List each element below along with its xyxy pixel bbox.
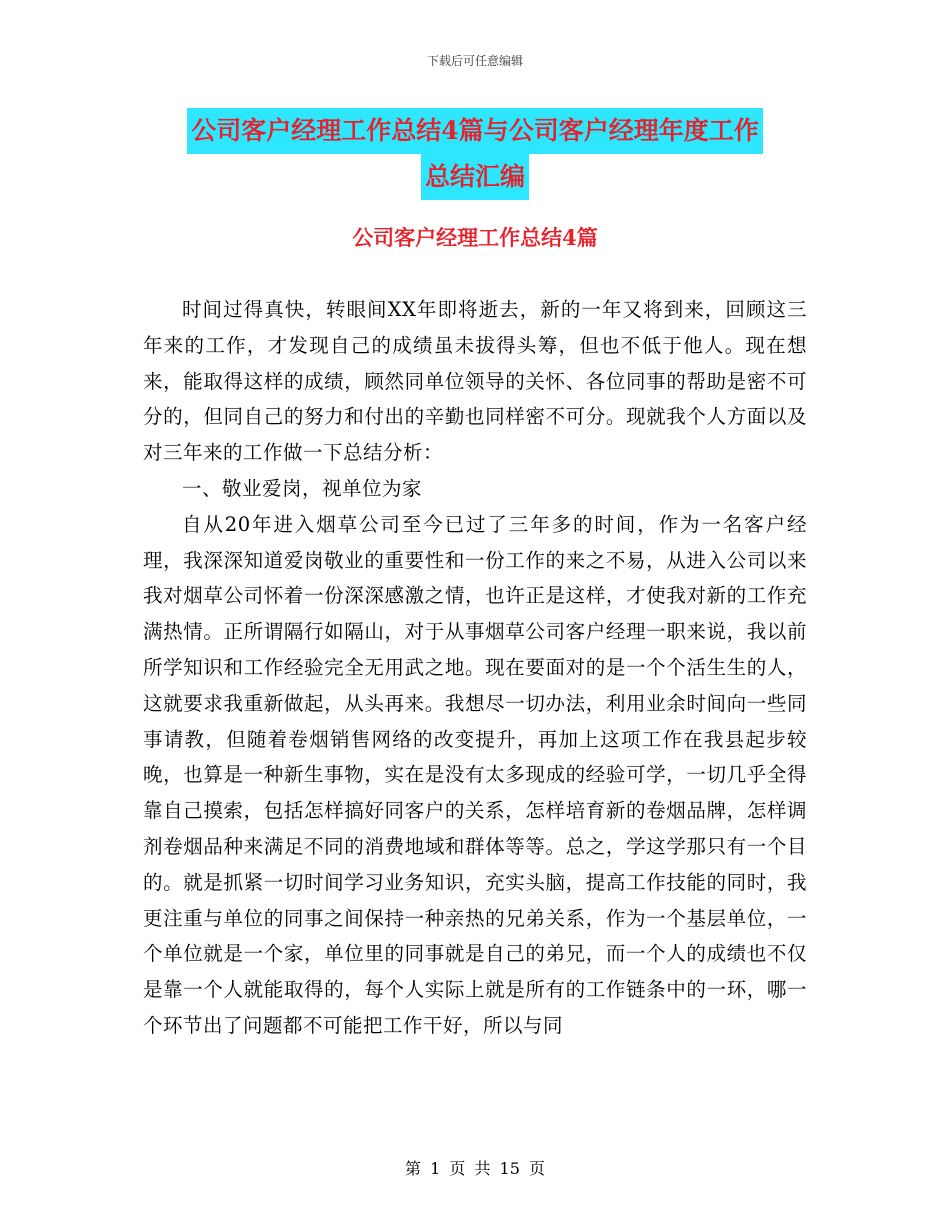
page-number: 第 1 页 共 15 页	[405, 1159, 545, 1178]
page-header-note: 下载后可任意编辑	[426, 54, 523, 68]
paragraph-intro: 时间过得真快，转眼间XX年即将逝去，新的一年又将到来，回顾这三年来的工作，才发现自己的成绩虽未拔得头筹，但也不低于他人。现在想来，能取得这样的成绩，顾然同单位领导的关怀、各位同事的帮助是密不可分的，但同自己的努力和付出的辛勤也同样密不可分。现就我个人方面以及对三年来的工作做一下总结分析：	[143, 298, 807, 465]
document-title-line-2: 总结汇编	[421, 154, 529, 200]
section-heading: 公司客户经理工作总结4篇	[352, 225, 598, 250]
subheading-dedication: 一、敬业爱岗，视单位为家	[182, 476, 423, 500]
document-body	[143, 292, 807, 1044]
paragraph-dedication: 自从20年进入烟草公司至今已过了三年多的时间，作为一名客户经理，我深深知道爱岗敬业的重要性和一份工作的来之不易，从进入公司以来我对烟草公司怀着一份深深感激之情，也许正是这样，才使我对新的工作充满热情。正所谓隔行如隔山，对于从事烟草公司客户经理一职来说，我以前所学知识和工作经验完全无用武之地。现在要面对的是一个个活生生的人，这就要求我重新做起，从头再来。我想尽一切办法，利用业余时间向一些同事请教，但随着卷烟销售网络的改变提升，再加上这项工作在我县起步较晚，也算是一种新生事物，实在是没有太多现成的经验可学，一切几乎全得靠自己摸索，包括怎样搞好同客户的关系，怎样培育新的卷烟品牌，怎样调剂卷烟品种来满足不同的消费地域和群体等等。总之，学这学那只有一个目的。就是抓紧一切时间学习业务知识，充实头脑，提高工作技能的同时，我更注重与单位的同事之间保持一种亲热的兄弟关系，作为一个基层单位，一个单位就是一个家，单位里的同事就是自己的弟兄，而一个人的成绩也不仅是靠一个人就能取得的，每个人实际上就是所有的工作链条中的一环，哪一个环节出了问题都不可能把工作干好，所以与同	[143, 512, 807, 1037]
document-title-line-1: 公司客户经理工作总结4篇与公司客户经理年度工作	[187, 108, 762, 154]
document-title	[0, 108, 950, 200]
